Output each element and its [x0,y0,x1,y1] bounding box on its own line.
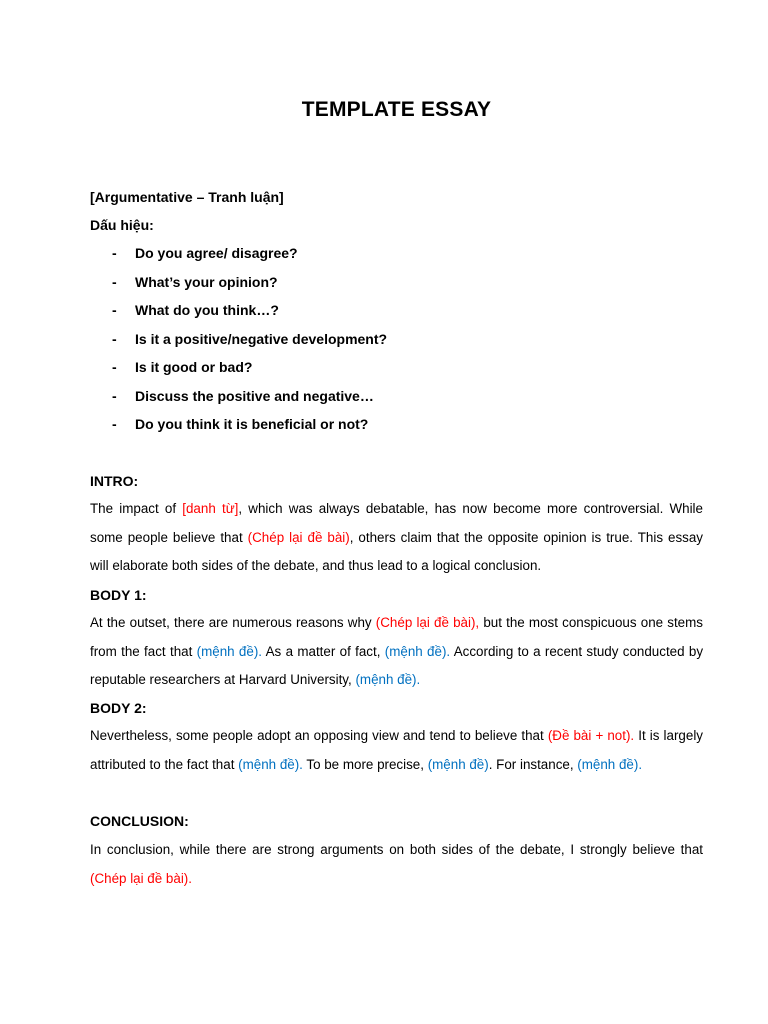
conclusion-text-1: In conclusion, while there are strong arguments on both sides of the debate, I strongly believe that [90,842,703,857]
body2-text-1: Nevertheless, some people adopt an opposing view and tend to believe that [90,728,548,743]
bullet-dash: - [112,416,117,432]
list-item-text: Is it a positive/negative development? [135,330,388,347]
conclusion-heading: CONCLUSION: [90,813,189,829]
body2-heading: BODY 2: [90,700,147,716]
bullet-dash: - [112,359,117,375]
intro-text-3: , others claim that the opposite opinion is true. This essay will elaborate both sides of the debate, and thus lead to a logical conclusion. [90,529,703,573]
body1-paragraph [90,609,703,695]
topic-placeholder: (Chép lại đề bài). [90,870,192,886]
bullet-dash: - [112,330,117,347]
list-item-text: Is it good or bad? [135,359,253,375]
conclusion-paragraph [90,836,703,893]
document-title: TEMPLATE ESSAY [301,98,492,121]
body1-text-1: At the outset, there are numerous reasons why [90,615,376,630]
body2-text-4: . For instance, [488,756,578,772]
intro-paragraph [90,495,703,581]
bullet-dash: - [112,387,117,404]
clause-placeholder: (mệnh đề). [355,672,421,687]
topic-placeholder: (Chép lại đề bài) [247,529,350,545]
intro-text-2: , which was always debatable, has now become more controversial. While some people believe that [90,501,703,545]
body2-paragraph [90,722,703,779]
signs-label: Dấu hiệu: [90,217,154,233]
body1-text-2: but the most conspicuous one stems from the fact that [90,615,703,659]
bullet-dash: - [112,245,117,261]
body2-text-2: It is largely attributed to the fact that [90,728,703,772]
clause-placeholder: (mệnh đề) [427,756,489,772]
bullet-dash: - [112,302,117,318]
clause-placeholder: (mệnh đề). [577,756,643,772]
topic-placeholder: [danh từ] [182,501,239,516]
body2-text-3: To be more precise, [302,756,428,772]
body1-text-3: As a matter of fact, [262,643,385,659]
list-item-text: Do you agree/ disagree? [135,245,298,261]
clause-placeholder: (mệnh đề). [238,756,303,772]
bullet-dash: - [112,273,117,290]
topic-placeholder: (Chép lại đề bài), [375,615,480,630]
list-item-text: Do you think it is beneficial or not? [135,416,369,432]
intro-text-1: The impact of [90,501,183,516]
list-item-text: What’s your opinion? [135,273,278,290]
essay-type-label: [Argumentative – Tranh luận] [90,189,284,205]
body1-text-4: According to a recent study conducted by reputable researchers at Harvard University, [90,643,704,687]
list-item-text: What do you think…? [135,302,279,318]
list-item-text: Discuss the positive and negative… [135,387,374,404]
topic-placeholder: (Đề bài + not). [547,728,635,743]
body1-heading: BODY 1: [90,587,147,603]
clause-placeholder: (mệnh đề). [384,643,451,659]
clause-placeholder: (mệnh đề). [196,643,263,659]
intro-heading: INTRO: [90,473,139,489]
